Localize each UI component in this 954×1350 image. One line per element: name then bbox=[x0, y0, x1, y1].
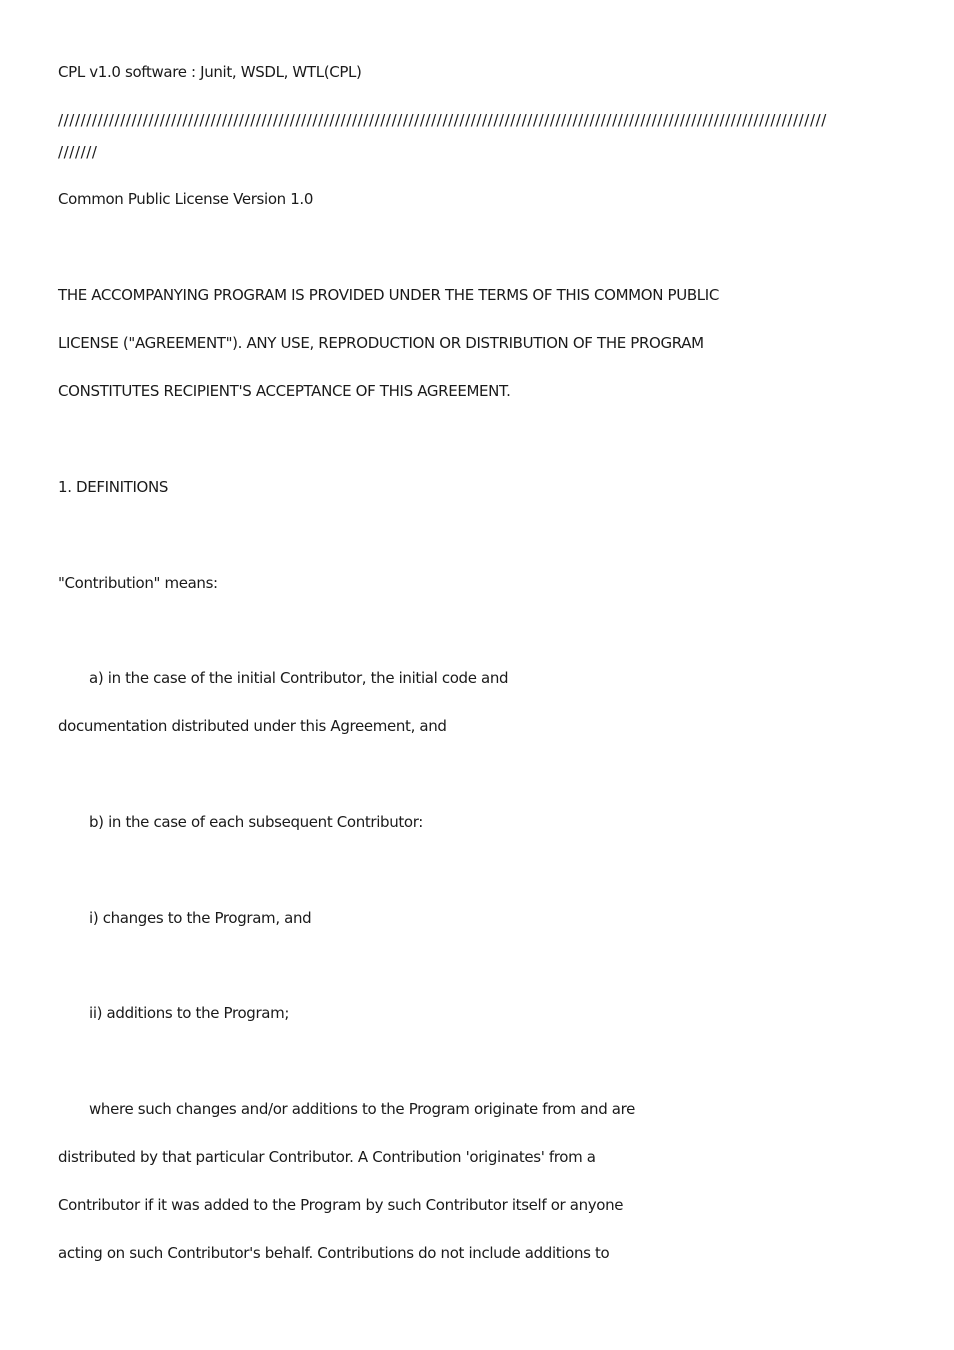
preamble-line-2: LICENSE ("AGREEMENT"). ANY USE, REPRODUCTION OR DISTRIBUTION OF THE PROGRAM bbox=[58, 334, 704, 352]
item-i: i) changes to the Program, and bbox=[89, 909, 312, 927]
separator-line-continued: /////// bbox=[58, 143, 98, 161]
item-a-line-1: a) in the case of the initial Contributor, the initial code and bbox=[89, 669, 509, 687]
license-title: Common Public License Version 1.0 bbox=[58, 190, 314, 208]
where-clause-line-3: Contributor if it was added to the Program by such Contributor itself or anyone bbox=[58, 1196, 624, 1214]
item-ii: ii) additions to the Program; bbox=[89, 1004, 290, 1022]
item-b: b) in the case of each subsequent Contributor: bbox=[89, 813, 424, 831]
where-clause-line-1: where such changes and/or additions to the Program originate from and are bbox=[89, 1100, 635, 1118]
item-a-line-2: documentation distributed under this Agreement, and bbox=[58, 717, 447, 735]
where-clause-line-4: acting on such Contributor's behalf. Contributions do not include additions to bbox=[58, 1244, 610, 1262]
section-heading-definitions: 1. DEFINITIONS bbox=[58, 478, 169, 496]
contribution-definition-intro: "Contribution" means: bbox=[58, 574, 218, 592]
preamble-line-1: THE ACCOMPANYING PROGRAM IS PROVIDED UNDER THE TERMS OF THIS COMMON PUBLIC bbox=[58, 286, 719, 304]
preamble-line-3: CONSTITUTES RECIPIENT'S ACCEPTANCE OF THIS AGREEMENT. bbox=[58, 382, 511, 400]
where-clause-line-2: distributed by that particular Contributor. A Contribution 'originates' from a bbox=[58, 1148, 596, 1166]
separator-line: //////////////////////////////////////////////////////////////////////////////////////////////////////////////////////////////////////// bbox=[58, 111, 827, 129]
document-header: CPL v1.0 software : Junit, WSDL, WTL(CPL) bbox=[58, 63, 362, 81]
